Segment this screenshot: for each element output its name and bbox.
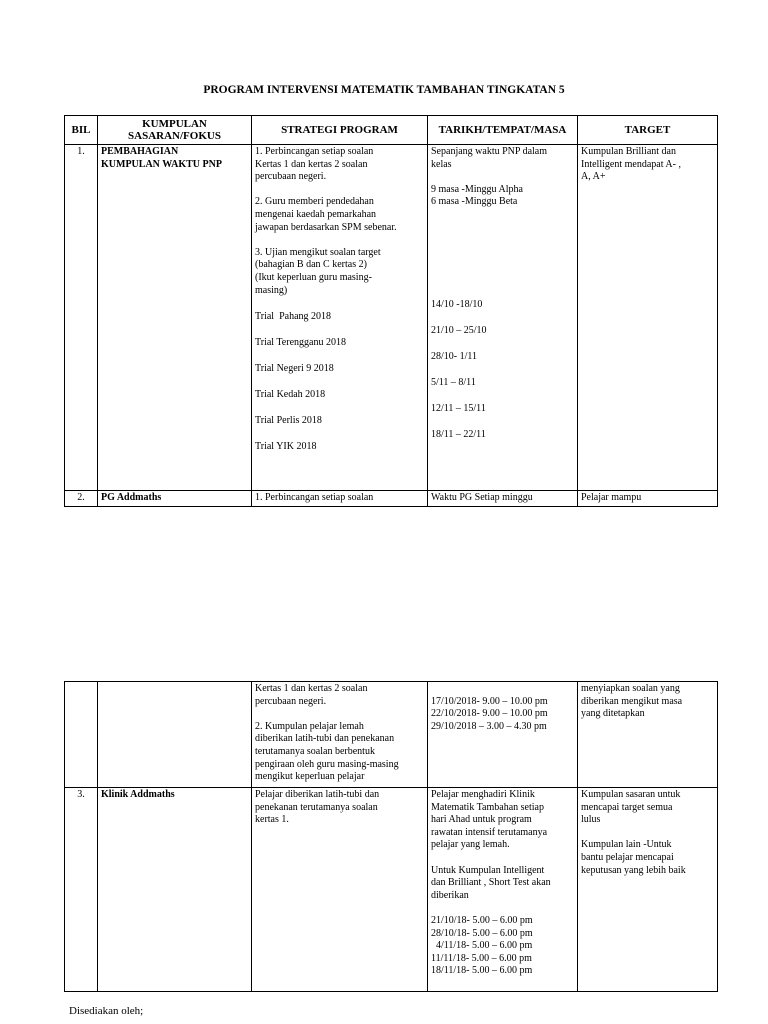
cell-line: Kumpulan sasaran untuk xyxy=(581,789,681,800)
header-target: TARGET xyxy=(578,116,718,145)
cell-line: KUMPULAN WAKTU PNP xyxy=(101,158,222,170)
cell-line: terutamanya soalan berbentuk xyxy=(255,745,375,757)
cell-line: Kertas 1 dan kertas 2 soalan xyxy=(255,683,368,694)
cell-line: Sepanjang waktu PNP dalam xyxy=(431,146,548,157)
cell-line: masing) xyxy=(255,284,288,296)
cell-line: hari Ahad untuk program xyxy=(431,814,532,826)
program-table-page-1 xyxy=(64,115,718,507)
cell-line: Kertas 1 dan kertas 2 soalan xyxy=(255,158,368,170)
cell-bil: 1. xyxy=(65,145,98,491)
trial-name: Trial Kedah 2018 xyxy=(255,389,326,401)
cell-strategi xyxy=(252,145,428,491)
cell-strategi xyxy=(252,682,428,788)
cell-line: dan Brilliant , Short Test akan xyxy=(431,877,551,889)
cell-line: (Ikut keperluan guru masing- xyxy=(255,271,372,283)
cell-tarikh xyxy=(428,145,578,491)
cell-line: bantu pelajar mencapai xyxy=(581,851,674,863)
cell-line: diberikan xyxy=(431,889,469,901)
table-row xyxy=(65,491,718,507)
cell-line: Matematik Tambahan setiap xyxy=(431,801,544,813)
cell-bil: 2. xyxy=(65,491,98,507)
cell-bil xyxy=(65,682,98,788)
cell-kumpulan xyxy=(98,682,252,788)
header-kumpulan xyxy=(98,116,252,145)
cell-bil: 3. xyxy=(65,788,98,992)
cell-target: Pelajar mampu xyxy=(578,491,718,507)
cell-line: A, A+ xyxy=(581,171,606,183)
trial-date: 28/10- 1/11 xyxy=(431,350,478,362)
cell-line: 21/10/18- 5.00 – 6.00 pm xyxy=(431,914,533,926)
cell-tarikh xyxy=(428,788,578,992)
cell-line: 29/10/2018 – 3.00 – 4.30 pm xyxy=(431,720,547,732)
header-kumpulan-line: SASARAN/FOKUS xyxy=(128,130,221,142)
table-header-row xyxy=(65,116,718,145)
cell-line: 9 masa -Minggu Alpha xyxy=(431,183,523,195)
cell-line: mencapai target semua xyxy=(581,801,673,813)
table-row xyxy=(65,682,718,788)
cell-target xyxy=(578,788,718,992)
cell-kumpulan: PG Addmaths xyxy=(98,491,252,507)
trial-name: Trial Negeri 9 2018 xyxy=(255,363,334,375)
cell-line: pelajar yang lemah. xyxy=(431,839,510,851)
program-table-page-2 xyxy=(64,681,718,992)
header-kumpulan-line: KUMPULAN xyxy=(142,118,207,130)
trial-date: 21/10 – 25/10 xyxy=(431,324,487,336)
cell-line: mengenai kaedah pemarkahan xyxy=(255,208,377,220)
trial-name: Trial Pahang 2018 xyxy=(255,311,332,323)
cell-line: kertas 1. xyxy=(255,814,289,826)
cell-line: jawapan berdasarkan SPM sebenar. xyxy=(255,221,397,233)
cell-line: menyiapkan soalan yang xyxy=(581,683,680,694)
cell-line: diberikan latih-tubi dan penekanan xyxy=(255,733,395,745)
cell-line: 3. Ujian mengikut soalan target xyxy=(255,246,381,258)
trial-date: 18/11 – 22/11 xyxy=(431,428,486,440)
cell-strategi: 1. Perbincangan setiap soalan xyxy=(252,491,428,507)
cell-line: Kumpulan lain -Untuk xyxy=(581,839,672,851)
cell-line: 11/11/18- 5.00 – 6.00 pm xyxy=(431,952,532,964)
cell-line: 22/10/2018- 9.00 – 10.00 pm xyxy=(431,708,548,720)
header-bil: BIL xyxy=(65,116,98,145)
table-row xyxy=(65,788,718,992)
trial-name: Trial Terengganu 2018 xyxy=(255,337,346,349)
cell-line: lulus xyxy=(581,814,601,826)
cell-line: 17/10/2018- 9.00 – 10.00 pm xyxy=(431,695,548,707)
trial-date: 5/11 – 8/11 xyxy=(431,376,476,388)
cell-line: 2. Guru memberi pendedahan xyxy=(255,196,374,208)
cell-line: Intelligent mendapat A- , xyxy=(581,158,681,170)
header-tarikh: TARIKH/TEMPAT/MASA xyxy=(428,116,578,145)
cell-line: Pelajar diberikan latih-tubi dan xyxy=(255,789,380,800)
header-strategi: STRATEGI PROGRAM xyxy=(252,116,428,145)
cell-line: kelas xyxy=(431,158,452,170)
trial-date: 12/11 – 15/11 xyxy=(431,402,486,414)
trial-date: 14/10 -18/10 xyxy=(431,298,483,310)
trial-name: Trial Perlis 2018 xyxy=(255,415,322,427)
cell-line: diberikan mengikut masa xyxy=(581,695,683,707)
cell-line: (bahagian B dan C kertas 2) xyxy=(255,259,367,271)
cell-line: 2. Kumpulan pelajar lemah xyxy=(255,720,364,732)
table-row xyxy=(65,145,718,491)
cell-line: penekanan terutamanya soalan xyxy=(255,801,378,813)
cell-kumpulan: Klinik Addmaths xyxy=(98,788,252,992)
cell-line: Untuk Kumpulan Intelligent xyxy=(431,864,545,876)
cell-tarikh xyxy=(428,682,578,788)
cell-line: Pelajar menghadiri Klinik xyxy=(431,789,535,800)
cell-line: percubaan negeri. xyxy=(255,695,327,707)
cell-line: 1. Perbincangan setiap soalan xyxy=(255,146,374,157)
cell-line: PEMBAHAGIAN xyxy=(101,146,179,157)
prepared-by-label: Disediakan oleh; xyxy=(69,1005,144,1017)
document-title: PROGRAM INTERVENSI MATEMATIK TAMBAHAN TINGKATAN 5 xyxy=(203,84,565,96)
cell-line: yang ditetapkan xyxy=(581,708,645,720)
cell-line: keputusan yang lebih baik xyxy=(581,864,686,876)
cell-target xyxy=(578,682,718,788)
cell-line: 4/11/18- 5.00 – 6.00 pm xyxy=(431,940,533,952)
cell-tarikh: Waktu PG Setiap minggu xyxy=(428,491,578,507)
cell-line: percubaan negeri. xyxy=(255,171,327,183)
trial-name: Trial YIK 2018 xyxy=(255,441,317,453)
cell-line: pengiraan oleh guru masing-masing xyxy=(255,758,399,770)
cell-line: 18/11/18- 5.00 – 6.00 pm xyxy=(431,965,533,977)
cell-line: 28/10/18- 5.00 – 6.00 pm xyxy=(431,927,533,939)
cell-line: Kumpulan Brilliant dan xyxy=(581,146,676,157)
cell-target xyxy=(578,145,718,491)
cell-strategi xyxy=(252,788,428,992)
cell-line: 6 masa -Minggu Beta xyxy=(431,196,518,208)
cell-line: mengikut keperluan pelajar xyxy=(255,771,365,783)
cell-line: rawatan intensif terutamanya xyxy=(431,826,548,838)
cell-kumpulan xyxy=(98,145,252,491)
